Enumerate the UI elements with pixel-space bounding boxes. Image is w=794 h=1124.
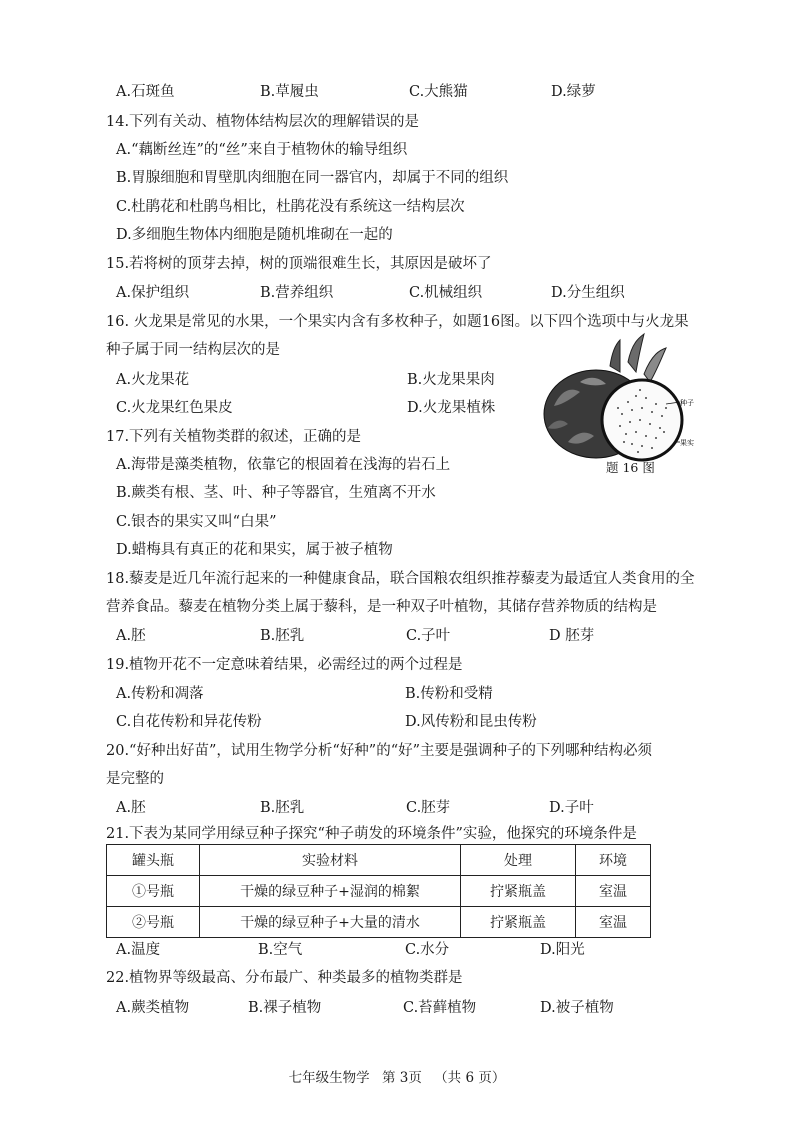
q22-option-c: C.苔藓植物 xyxy=(403,1000,477,1016)
table-header: 处理 xyxy=(461,845,576,876)
q20-stem-line1: 20.“好种出好苗”，试用生物学分析“好种”的“好”主要是强调种子的下列哪种结构必须 xyxy=(106,743,653,759)
table-header-row xyxy=(107,845,651,876)
label-seed: 种子 xyxy=(680,399,694,407)
table-cell: 干燥的绿豆种子+大量的清水 xyxy=(200,907,461,938)
q13-option-b: B.草履虫 xyxy=(260,84,319,100)
table-cell: ①号瓶 xyxy=(107,876,200,907)
q13-option-c: C.大熊猫 xyxy=(409,84,468,100)
q22-stem: 22.植物界等级最高、分布最广、种类最多的植物类群是 xyxy=(106,970,463,986)
q17-option-b: B.蕨类有根、茎、叶、种子等器官，生殖离不开水 xyxy=(116,485,436,501)
q16-option-a: A.火龙果花 xyxy=(116,372,190,388)
table-header: 罐头瓶 xyxy=(107,845,200,876)
q20-stem-line2: 是完整的 xyxy=(106,771,164,787)
q14-option-c: C.杜鹃花和杜鹃鸟相比，杜鹃花没有系统这一结构层次 xyxy=(116,199,465,215)
table-cell: ②号瓶 xyxy=(107,907,200,938)
q20-option-a: A.胚 xyxy=(116,800,146,816)
q16-option-c: C.火龙果红色果皮 xyxy=(116,400,233,416)
q17-option-a: A.海带是藻类植物，依靠它的根固着在浅海的岩石上 xyxy=(116,457,451,473)
q18-stem-line2: 营养食品。藜麦在植物分类上属于藜科，是一种双子叶植物，其储存营养物质的结构是 xyxy=(106,599,657,615)
q19-option-d: D.风传粉和昆虫传粉 xyxy=(405,714,537,730)
table-cell: 拧紧瓶盖 xyxy=(461,907,576,938)
q22-option-d: D.被子植物 xyxy=(540,1000,614,1016)
q21-option-a: A.温度 xyxy=(116,942,161,958)
q21-option-c: C.水分 xyxy=(405,942,450,958)
table-row xyxy=(107,876,651,907)
page-footer xyxy=(0,1066,794,1086)
q15-option-c: C.机械组织 xyxy=(409,285,483,301)
footer-page-number: 第 3页 xyxy=(381,1070,422,1086)
q20-option-b: B.胚乳 xyxy=(260,800,305,816)
q20-option-d: D.子叶 xyxy=(549,800,594,816)
q22-option-b: B.裸子植物 xyxy=(248,1000,322,1016)
q15-option-d: D.分生组织 xyxy=(551,285,625,301)
dragon-fruit-figure xyxy=(540,332,698,474)
q18-stem-line1: 18.藜麦是近几年流行起来的一种健康食品，联合国粮农组织推荐藜麦为最适宜人类食用的全 xyxy=(106,571,695,587)
q14-option-a: A.“藕断丝连”的“丝”来自于植物休的输导组织 xyxy=(116,142,408,158)
q18-option-c: C.子叶 xyxy=(406,628,451,644)
table-cell: 拧紧瓶盖 xyxy=(461,876,576,907)
q18-option-d: D 胚芽 xyxy=(549,628,595,644)
q15-option-b: B.营养组织 xyxy=(260,285,334,301)
q13-option-a: A.石斑鱼 xyxy=(116,84,175,100)
table-header: 环境 xyxy=(576,845,651,876)
q18-option-a: A.胚 xyxy=(116,628,146,644)
footer-subject: 七年级生物学 xyxy=(288,1070,370,1086)
q19-option-b: B.传粉和受精 xyxy=(405,686,493,702)
q17-option-c: C.银杏的果实又叫“白果” xyxy=(116,514,277,530)
q18-option-b: B.胚乳 xyxy=(260,628,305,644)
q19-option-a: A.传粉和凋落 xyxy=(116,686,204,702)
footer-total-pages: （共 6 页） xyxy=(434,1070,506,1086)
label-fruit: 果实 xyxy=(680,439,694,447)
q22-option-a: A.蕨类植物 xyxy=(116,1000,190,1016)
q21-stem: 21.下表为某同学用绿豆种子探究“种子萌发的环境条件”实验，他探究的环境条件是 xyxy=(106,826,637,842)
q16-stem-line1: 16. 火龙果是常见的水果，一个果实内含有多枚种子，如题16图。以下四个选项中与火龙果 xyxy=(106,314,689,330)
q15-option-a: A.保护组织 xyxy=(116,285,190,301)
q21-option-d: D.阳光 xyxy=(540,942,585,958)
q16-option-d: D.火龙果植株 xyxy=(407,400,496,416)
q17-option-d: D.蜡梅具有真正的花和果实，属于被子植物 xyxy=(116,542,393,558)
experiment-table xyxy=(106,844,651,938)
figure-caption: 题 16 图 xyxy=(606,460,655,475)
q17-stem: 17.下列有关植物类群的叙述，正确的是 xyxy=(106,429,362,445)
q21-option-b: B.空气 xyxy=(258,942,303,958)
q19-stem: 19.植物开花不一定意味着结果，必需经过的两个过程是 xyxy=(106,657,463,673)
q16-option-b: B.火龙果果肉 xyxy=(407,372,495,388)
table-cell: 干燥的绿豆种子+湿润的棉絮 xyxy=(200,876,461,907)
table-cell: 室温 xyxy=(576,907,651,938)
table-header: 实验材料 xyxy=(200,845,461,876)
q14-option-d: D.多细胞生物体内细胞是随机堆砌在一起的 xyxy=(116,227,393,243)
q13-option-d: D.绿萝 xyxy=(551,84,596,100)
table-row xyxy=(107,907,651,938)
q15-stem: 15.若将树的顶芽去掉，树的顶端很难生长，其原因是破坏了 xyxy=(106,256,492,272)
table-cell: 室温 xyxy=(576,876,651,907)
q14-option-b: B.胃腺细胞和胃壁肌肉细胞在同一器官内，却属于不同的组织 xyxy=(116,170,509,186)
q20-option-c: C.胚芽 xyxy=(406,800,451,816)
q16-stem-line2: 种子属于同一结构层次的是 xyxy=(106,342,280,358)
q14-stem: 14.下列有关动、植物体结构层次的理解错误的是 xyxy=(106,114,420,130)
q19-option-c: C.自花传粉和异花传粉 xyxy=(116,714,262,730)
